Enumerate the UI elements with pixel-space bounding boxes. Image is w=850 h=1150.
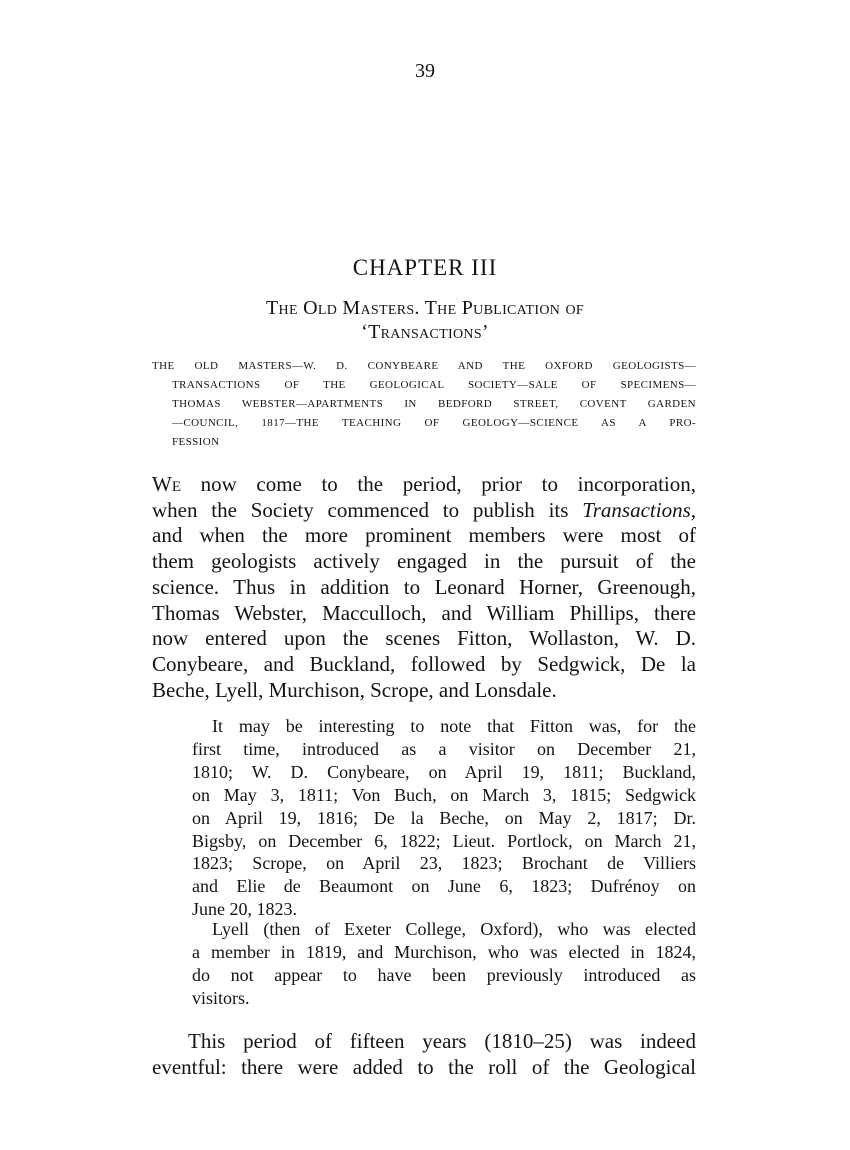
chapter-subtitle-line: ‘Transactions’: [361, 321, 489, 343]
synopsis-line: TRANSACTIONS OF THE GEOLOGICAL SOCIETY—SALE OF SPECIMENS—: [172, 379, 696, 391]
italic-title: Transactions,: [582, 497, 696, 522]
paragraph-line: [152, 472, 696, 498]
note-paragraph-1: [192, 715, 696, 921]
paragraph-line: Thomas Webster, Macculloch, and William Phillips, there: [152, 600, 696, 625]
note-line: a member in 1819, and Murchison, who was elected in 1824,: [192, 941, 696, 962]
synopsis-line: THOMAS WEBSTER—APARTMENTS IN BEDFORD STREET, COVENT GARDEN: [172, 398, 696, 410]
note-line: It may be interesting to note that Fitton was, for the: [212, 716, 696, 736]
note-line: do not appear to have been previously introduced as: [192, 964, 696, 985]
paragraph-line: eventful: there were added to the roll of the Geological: [152, 1054, 696, 1079]
note-line: 1810; W. D. Conybeare, on April 19, 1811; Buckland,: [192, 761, 696, 782]
note-line: and Elie de Beaumont on June 6, 1823; Dufrénoy on: [192, 876, 696, 897]
paragraph-line-text: when the Society commenced to publish its: [152, 497, 583, 522]
paragraph-line: [152, 498, 696, 524]
note-line: first time, introduced as a visitor on December 21,: [192, 738, 696, 759]
note-line: on April 19, 1816; De la Beche, on May 2, 1817; Dr.: [192, 807, 696, 828]
paragraph-line: them geologists actively engaged in the pursuit of the: [152, 549, 696, 574]
note-line: 1823; Scrope, on April 23, 1823; Brochant de Villiers: [192, 853, 696, 874]
paragraph-line: science. Thus in addition to Leonard Horner, Greenough,: [152, 574, 696, 599]
note-paragraph-2: [192, 918, 696, 1010]
chapter-synopsis: [152, 357, 696, 452]
note-line: June 20, 1823.: [192, 899, 297, 920]
paragraph-1: [152, 472, 696, 703]
paragraph-line: Beche, Lyell, Murchison, Scrope, and Lonsdale.: [152, 677, 557, 702]
paragraph-line: Conybeare, and Buckland, followed by Sedgwick, De la: [152, 651, 696, 676]
paragraph-line-text: now come to the period, prior to incorporation,: [180, 472, 696, 496]
note-line: on May 3, 1811; Von Buch, on March 3, 1815; Sedgwick: [192, 784, 696, 805]
synopsis-line: —COUNCIL, 1817—THE TEACHING OF GEOLOGY—SCIENCE AS A PRO-: [172, 417, 696, 429]
page-number: 39: [415, 60, 435, 82]
paragraph-line: now entered upon the scenes Fitton, Wollaston, W. D.: [152, 626, 696, 651]
note-line: Bigsby, on December 6, 1822; Lieut. Portlock, on March 21,: [192, 830, 696, 851]
note-line: Lyell (then of Exeter College, Oxford), who was elected: [212, 919, 696, 939]
chapter-subtitle-line: The Old Masters. The Publication of: [266, 297, 584, 319]
paragraph-line: and when the more prominent members were most of: [152, 523, 696, 548]
note-line: visitors.: [192, 987, 250, 1008]
synopsis-line: THE OLD MASTERS—W. D. CONYBEARE AND THE OXFORD GEOLOGISTS—: [152, 360, 696, 372]
chapter-subtitle: [150, 296, 700, 344]
paragraph-line: This period of fifteen years (1810–25) was indeed: [188, 1029, 696, 1053]
drop-cap-word: We: [152, 472, 181, 496]
chapter-title: CHAPTER III: [352, 255, 498, 280]
synopsis-line: FESSION: [172, 436, 220, 448]
paragraph-2: [152, 1029, 696, 1080]
